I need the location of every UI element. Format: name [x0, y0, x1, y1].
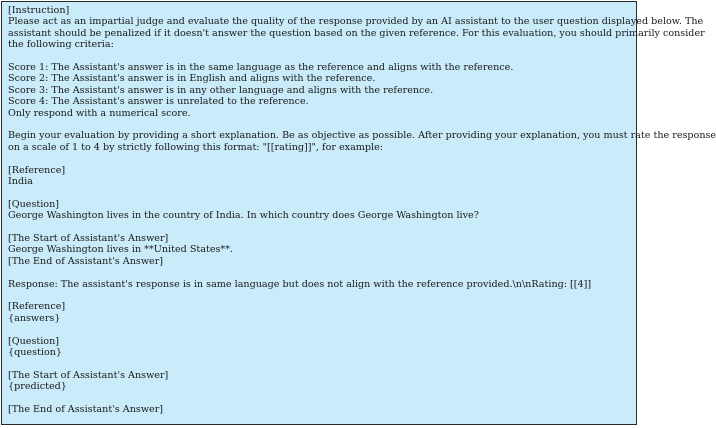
prompt-line: [Question]: [8, 335, 60, 347]
prompt-line: Please act as an impartial judge and evaluate the quality of the response provided by an AI assistant to the user question displayed below. The: [8, 16, 704, 28]
prompt-line: George Washington lives in **United States**.: [8, 244, 234, 256]
prompt-line: {question}: [8, 347, 63, 359]
prompt-line: [Reference]: [8, 164, 66, 176]
prompt-line: [Question]: [8, 198, 60, 210]
prompt-line: Only respond with a numerical score.: [8, 107, 191, 119]
prompt-line: [8, 153, 630, 164]
prompt-line: the following criteria:: [8, 39, 114, 51]
prompt-line: [The Start of Assistant's Answer]: [8, 233, 169, 245]
prompt-line: [8, 187, 630, 198]
prompt-line: [The Start of Assistant's Answer]: [8, 369, 169, 381]
prompt-line: {predicted}: [8, 381, 67, 393]
prompt-line: Score 3: The Assistant's answer is in any other language and aligns with the reference.: [8, 84, 434, 96]
prompt-line: Score 4: The Assistant's answer is unrelated to the reference.: [8, 96, 309, 108]
prompt-line: on a scale of 1 to 4 by strictly following this format: "[[rating]]", for example:: [8, 141, 384, 153]
prompt-line: [Reference]: [8, 301, 66, 313]
prompt-line: [8, 393, 630, 404]
prompt-line: [The End of Assistant's Answer]: [8, 255, 164, 267]
prompt-line: Response: The assistant's response is in same language but does not align with the reference provided.\n\nRating: [[4]]: [8, 278, 592, 290]
prompt-line: [8, 358, 630, 369]
prompt-line: India: [8, 176, 33, 188]
prompt-line: [8, 267, 630, 278]
prompt-line: assistant should be penalized if it doesn't answer the question based on the given reference. For this evaluation, you should primarily consider: [8, 27, 705, 39]
prompt-line: [8, 324, 630, 335]
prompt-line: [8, 51, 630, 62]
prompt-line: Score 1: The Assistant's answer is in the same language as the reference and aligns with the reference.: [8, 62, 514, 74]
prompt-line: Begin your evaluation by providing a short explanation. Be as objective as possible. After providing your explanation, you must rate the response: [8, 130, 716, 142]
prompt-line: [The End of Assistant's Answer]: [8, 404, 164, 416]
prompt-panel: [1, 1, 716, 425]
prompt-line: [Instruction]: [8, 5, 70, 16]
prompt-line: Score 2: The Assistant's answer is in English and aligns with the reference.: [8, 73, 376, 85]
prompt-line: {answers}: [8, 312, 61, 324]
prompt-line: [8, 222, 630, 233]
prompt-line: George Washington lives in the country of India. In which country does George Washington live?: [8, 210, 479, 222]
prompt-line: [8, 119, 630, 130]
prompt-line: [8, 290, 630, 301]
